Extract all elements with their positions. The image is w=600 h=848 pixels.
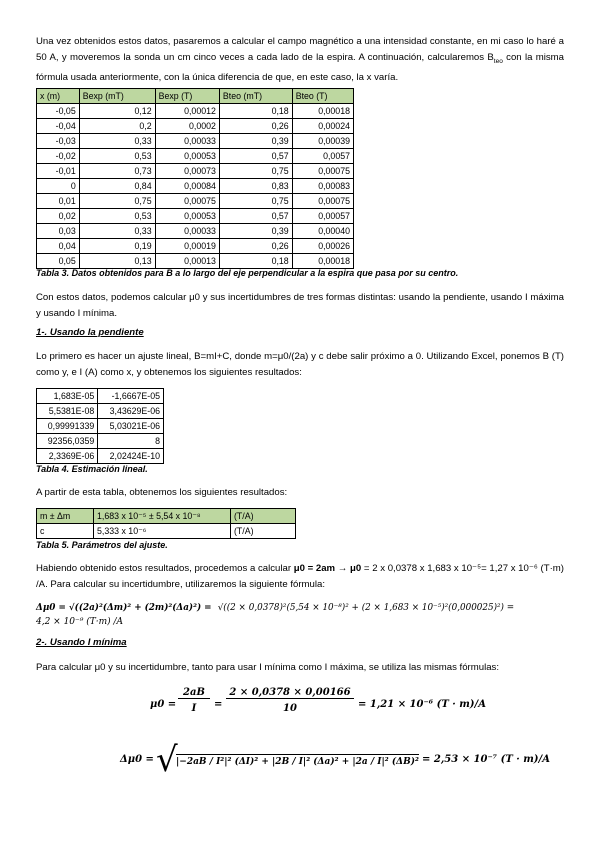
table-cell: -0,02: [37, 149, 80, 164]
delta-mu-equation-2: Δμ0 = √ |−2aB / I²|² (ΔI)² + |2B / I|² (Δa)² + |2a / I|² (ΔB)² = 2,53 × 10⁻⁷ (T · m)/A: [120, 740, 550, 780]
table-cell: 0,75: [79, 194, 155, 209]
table-cell: 0,99991339: [37, 419, 98, 434]
table-cell: 0,01: [37, 194, 80, 209]
table-header-cell: Bteo (mT): [219, 89, 292, 104]
table-cell: 0,00084: [155, 179, 219, 194]
table-cell: 5,03021E-06: [98, 419, 164, 434]
table-cell: 0,26: [219, 119, 292, 134]
table-header-cell: Bteo (T): [292, 89, 353, 104]
table-cell: 0,00033: [155, 134, 219, 149]
table-cell: 0,0057: [292, 149, 353, 164]
table-cell: 0,2: [79, 119, 155, 134]
table-cell: 92356,0359: [37, 434, 98, 449]
table-cell: -0,01: [37, 164, 80, 179]
table-cell: 0,00053: [155, 149, 219, 164]
table-cell: 0,00033: [155, 224, 219, 239]
table-header-cell: Bexp (T): [155, 89, 219, 104]
table-cell: 3,43629E-06: [98, 404, 164, 419]
table-cell: 0,00053: [155, 209, 219, 224]
table-5: [36, 508, 296, 539]
table-cell: 0,00024: [292, 119, 353, 134]
table-cell: 0,02: [37, 209, 80, 224]
delta-mu-result-1: 4,2 × 10⁻⁹ (T·m) /A: [36, 617, 124, 627]
table-cell: 0,00012: [155, 104, 219, 119]
table-cell: c: [37, 524, 94, 539]
table-row: [37, 194, 354, 209]
table-row: [37, 179, 354, 194]
table-4-caption: Tabla 4. Estimación lineal.: [36, 464, 148, 474]
table-4: [36, 388, 164, 464]
table-row: [37, 104, 354, 119]
table-cell: 0,00019: [155, 239, 219, 254]
table-cell: 0,39: [219, 224, 292, 239]
table-row: [37, 404, 164, 419]
table-cell: 0,33: [79, 134, 155, 149]
table-row: [37, 254, 354, 269]
table-cell: 0,03: [37, 224, 80, 239]
table-row: [37, 389, 164, 404]
table-cell: 0,04: [37, 239, 80, 254]
table-cell: 0,00026: [292, 239, 353, 254]
table-cell: 0,00040: [292, 224, 353, 239]
table-cell: -0,03: [37, 134, 80, 149]
sqrt-symbol: √: [156, 740, 178, 780]
table-cell: 0,00018: [292, 254, 353, 269]
table-cell: m ± Δm: [37, 509, 94, 524]
paragraph-mu-calculation: Habiendo obtenido estos resultados, procedemos a calcular μ0 = 2am → μ0 = 2 x 0,0378 x 1,683 x 10⁻⁵= 1,27 x 10⁻⁶ (T·m) /A. Para calcular su incertidumbre, utilizaremos la siguiente fórmula:: [36, 563, 564, 590]
table-cell: 8: [98, 434, 164, 449]
table-row: [37, 209, 354, 224]
table-cell: 2,02424E-10: [98, 449, 164, 464]
table-cell: 0,00057: [292, 209, 353, 224]
paragraph-methods: Con estos datos, podemos calcular μ0 y sus incertidumbres de tres formas distintas: usando la pendiente, usando I máxima y usando I mínima.: [36, 292, 564, 319]
mu-equation: μ0 = 2aB I = 2 × 0,0378 × 0,00166 10 = 1,21 × 10⁻⁶ (T · m)/A: [150, 687, 486, 714]
table-cell: 0,0002: [155, 119, 219, 134]
table-cell: 0,19: [79, 239, 155, 254]
paragraph-formulas: Para calcular μ0 y su incertidumbre, tanto para usar I mínima como I máxima, se utiliza las mismas fórmulas:: [36, 662, 499, 673]
table-3: [36, 88, 354, 269]
table-cell: 0,39: [219, 134, 292, 149]
table-3-caption: Tabla 3. Datos obtenidos para B a lo largo del eje perpendicular a la espira que pasa por su centro.: [36, 268, 459, 278]
table-cell: 0,53: [79, 209, 155, 224]
table-cell: (T/A): [231, 524, 296, 539]
table-cell: 0,75: [219, 194, 292, 209]
table-cell: 0,00013: [155, 254, 219, 269]
table-cell: 0,00075: [155, 194, 219, 209]
table-row: [37, 134, 354, 149]
table-header-row: [37, 89, 354, 104]
table-cell: 0,33: [79, 224, 155, 239]
table-row: [37, 524, 296, 539]
table-cell: -0,05: [37, 104, 80, 119]
table-row: [37, 119, 354, 134]
table-cell: 5,5381E-08: [37, 404, 98, 419]
table-cell: 0,13: [79, 254, 155, 269]
table-cell: 5,333 x 10⁻⁶: [94, 524, 231, 539]
table-cell: 0,18: [219, 104, 292, 119]
table-cell: 0,00018: [292, 104, 353, 119]
table-cell: 0,75: [219, 164, 292, 179]
table-cell: 0,00075: [292, 164, 353, 179]
table-cell: (T/A): [231, 509, 296, 524]
paragraph-linear-fit: Lo primero es hacer un ajuste lineal, B=mI+C, donde m=μ0/(2a) y c debe salir próximo a 0. Utilizando Excel, ponemos B (T) como y, e I (A) como x, y obtenemos los siguientes resultados:: [36, 351, 564, 378]
table-row: [37, 509, 296, 524]
table-row: [37, 149, 354, 164]
table-cell: 0,00083: [292, 179, 353, 194]
table-row: [37, 239, 354, 254]
table-header-cell: x (m): [37, 89, 80, 104]
mu-inline-equation: μ0 = 2am → μ0: [293, 563, 362, 574]
table-cell: 0,53: [79, 149, 155, 164]
table-row: [37, 224, 354, 239]
table-cell: 0,00073: [155, 164, 219, 179]
table-cell: 0,57: [219, 149, 292, 164]
paragraph-results: A partir de esta tabla, obtenemos los siguientes resultados:: [36, 487, 288, 498]
section-heading-imin: 2-. Usando I mínima: [36, 637, 127, 648]
table-5-caption: Tabla 5. Parámetros del ajuste.: [36, 540, 168, 550]
table-cell: -0,04: [37, 119, 80, 134]
table-cell: 0: [37, 179, 80, 194]
table-cell: 0,18: [219, 254, 292, 269]
table-cell: 1,683 x 10⁻⁵ ± 5,54 x 10⁻⁸: [94, 509, 231, 524]
table-cell: 2,3369E-06: [37, 449, 98, 464]
table-cell: 0,57: [219, 209, 292, 224]
table-cell: 0,84: [79, 179, 155, 194]
table-cell: 1,683E-05: [37, 389, 98, 404]
table-header-cell: Bexp (mT): [79, 89, 155, 104]
table-cell: 0,00075: [292, 194, 353, 209]
table-cell: 0,05: [37, 254, 80, 269]
table-row: [37, 419, 164, 434]
table-cell: 0,73: [79, 164, 155, 179]
table-cell: 0,00039: [292, 134, 353, 149]
table-cell: -1,6667E-05: [98, 389, 164, 404]
delta-mu-equation-1: Δμ0 = √((2a)²(Δm)² + (2m)²(Δa)²) = √((2 × 0,0378)²(5,54 × 10⁻⁸)² + (2 × 1,683 × 10⁻⁵)²(0,000025)²) =: [36, 603, 515, 613]
section-heading-slope: 1-. Usando la pendiente: [36, 327, 144, 338]
table-row: [37, 164, 354, 179]
table-cell: 0,12: [79, 104, 155, 119]
table-cell: 0,26: [219, 239, 292, 254]
intro-paragraph: Una vez obtenidos estos datos, pasaremos a calcular el campo magnético a una intensidad constante, en mi caso lo haré a 50 A, y moveremos la sonda un cm cinco veces a cada lado de la espira. A continuación, calcularemos $B_{teo}$ con la misma fórmula usada anteriormente, con la única diferencia de que, en este caso, la x varía.: [36, 36, 564, 83]
table-cell: 0,83: [219, 179, 292, 194]
table-row: [37, 434, 164, 449]
table-row: [37, 449, 164, 464]
